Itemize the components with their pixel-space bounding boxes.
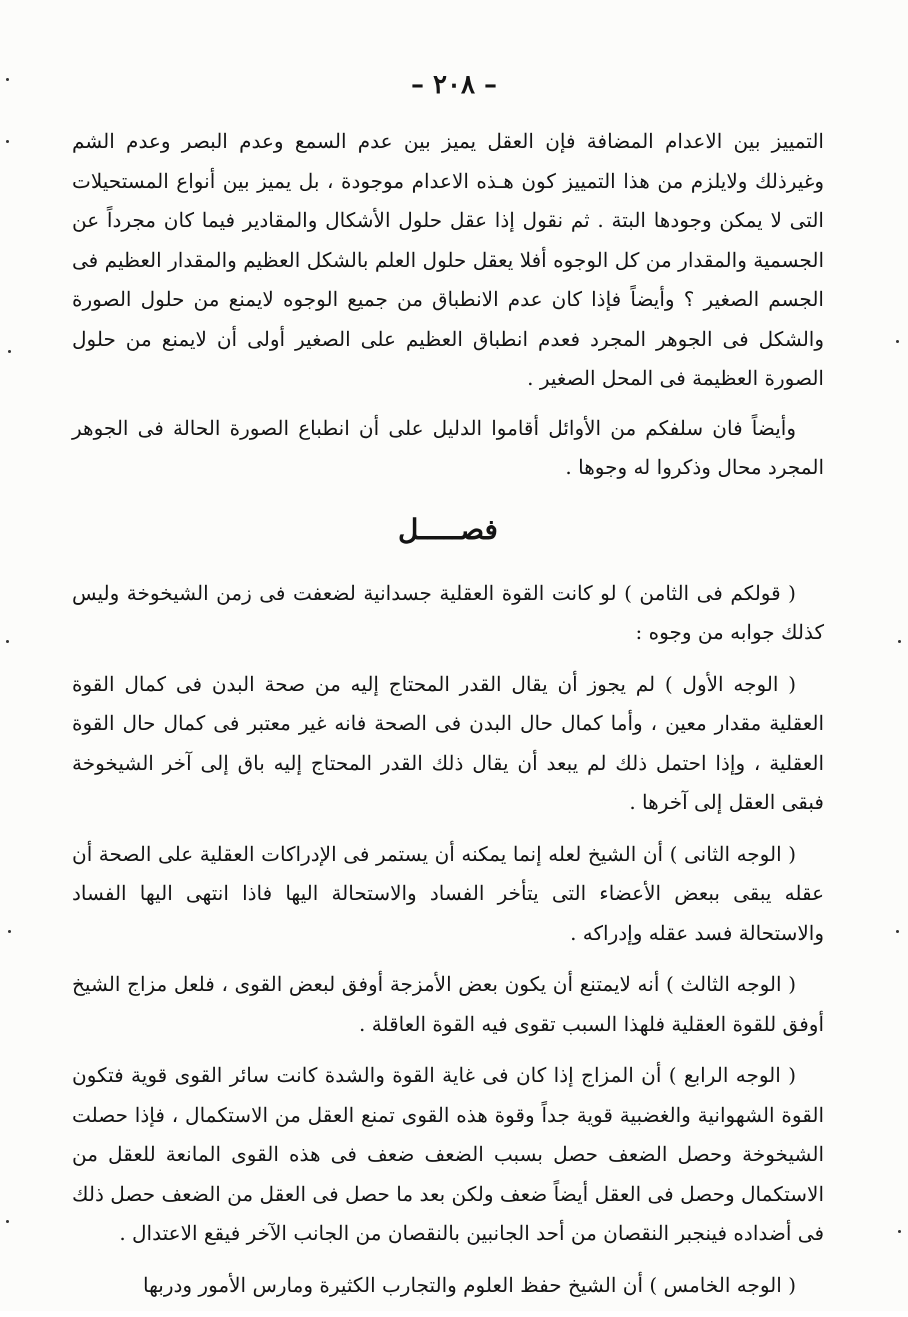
margin-dot: [898, 1230, 901, 1233]
paragraph-continuation: التمييز بين الاعدام المضافة فإن العقل يميز بين عدم السمع وعدم البصر وعدم الشم وغيرذلك ولايلزم من هذا التمييز كون هـذه الاعدام موجودة ، بل يميز بين أنواع المستحيلات التى لا يمكن وجودها البتة . ثم نقول إذا عقل حلول الأشكال والمقادير فيما كان مجرداً عن الجسمية والمقدار من كل الوجوه أفلا يعقل حلول العلم بالشكل العظيم والمقدار العظيم فى الجسم الصغير ؟ وأيضاً فإذا كان عدم الانطباق من جميع الوجوه لايمنع من حلول الصورة والشكل فى الجوهر المجرد فعدم انطباق العظيم على الصغير أولى أن لايمنع من حلول الصورة العظيمة فى المحل الصغير .: [72, 129, 824, 390]
margin-dot: [6, 640, 9, 643]
margin-dot: [8, 930, 11, 933]
page-body: [72, 122, 824, 1317]
paragraph-first-aspect: ( الوجه الأول ) لم يجوز أن يقال القدر المحتاج إليه من صحة البدن فى كمال القوة العقلية مقدار معين ، وأما كمال حال البدن فى الصحة فانه غير معتبر فى كمال حال القوة العقلية ، وإذا احتمل ذلك لم يبعد أن يقال ذلك القدر المحتاج إليه باق إلى آخر الشيخوخة فبقى العقل إلى آخرها .: [72, 671, 824, 814]
paragraph-predecessors: وأيضاً فان سلفكم من الأوائل أقاموا الدليل على أن انطباع الصورة الحالة فى الجوهر المجرد محال وذكروا له وجوها .: [72, 415, 824, 479]
margin-dot: [898, 640, 901, 643]
margin-dot: [6, 78, 9, 81]
margin-dot: [8, 350, 11, 353]
margin-dot: [896, 340, 899, 343]
paragraph-eighth-objection: ( قولكم فى الثامن ) لو كانت القوة العقلية جسدانية لضعفت فى زمن الشيخوخة وليس كذلك جوابه من وجوه :: [72, 580, 824, 644]
margin-dot: [6, 140, 9, 143]
margin-dot: [896, 930, 899, 933]
paragraph-fifth-aspect: ( الوجه الخامس ) أن الشيخ حفظ العلوم والتجارب الكثيرة ومارس الأمور ودربها: [142, 1272, 796, 1297]
margin-dot: [6, 1220, 9, 1223]
section-title: فصـــــل: [398, 512, 498, 546]
page-number: – ٢٠٨ –: [410, 70, 498, 100]
paragraph-third-aspect: ( الوجه الثالث ) أنه لايمتنع أن يكون بعض الأمزجة أوفق لبعض القوى ، فلعل مزاج الشيخ أوفق للقوة العقلية فلهذا السبب تقوى فيه القوة العاقلة .: [72, 972, 824, 1036]
paragraph-fourth-aspect: ( الوجه الرابع ) أن المزاج إذا كان فى غاية القوة والشدة كانت سائر القوى قوية فتكون القوة الشهوانية والغضبية قوية جداً وقوة هذه القوى تمنع العقل من الاستكمال ، فإذا حصلت الشيخوخة وحصل الضعف حصل بسبب الضعف ضعف فى هذه القوى المانعة للعقل من الاستكمال وحصل فى العقل أيضاً ضعف ولكن بعد ما حصل فى العقل من الضعف حصل ذلك فى أضداده فينجبر النقصان من أحد الجانبين بالنقصان من الجانب الآخر فيقع الاعتدال .: [72, 1063, 824, 1245]
paragraph-second-aspect: ( الوجه الثانى ) أن الشيخ لعله إنما يمكنه أن يستمر فى الإدراكات العقلية على الصحة أن عقله يبقى ببعض الأعضاء التى يتأخر الفساد والاستحالة اليها فاذا انتهى اليها الفساد والاستحالة فسد عقله وإدراكه .: [72, 841, 824, 945]
